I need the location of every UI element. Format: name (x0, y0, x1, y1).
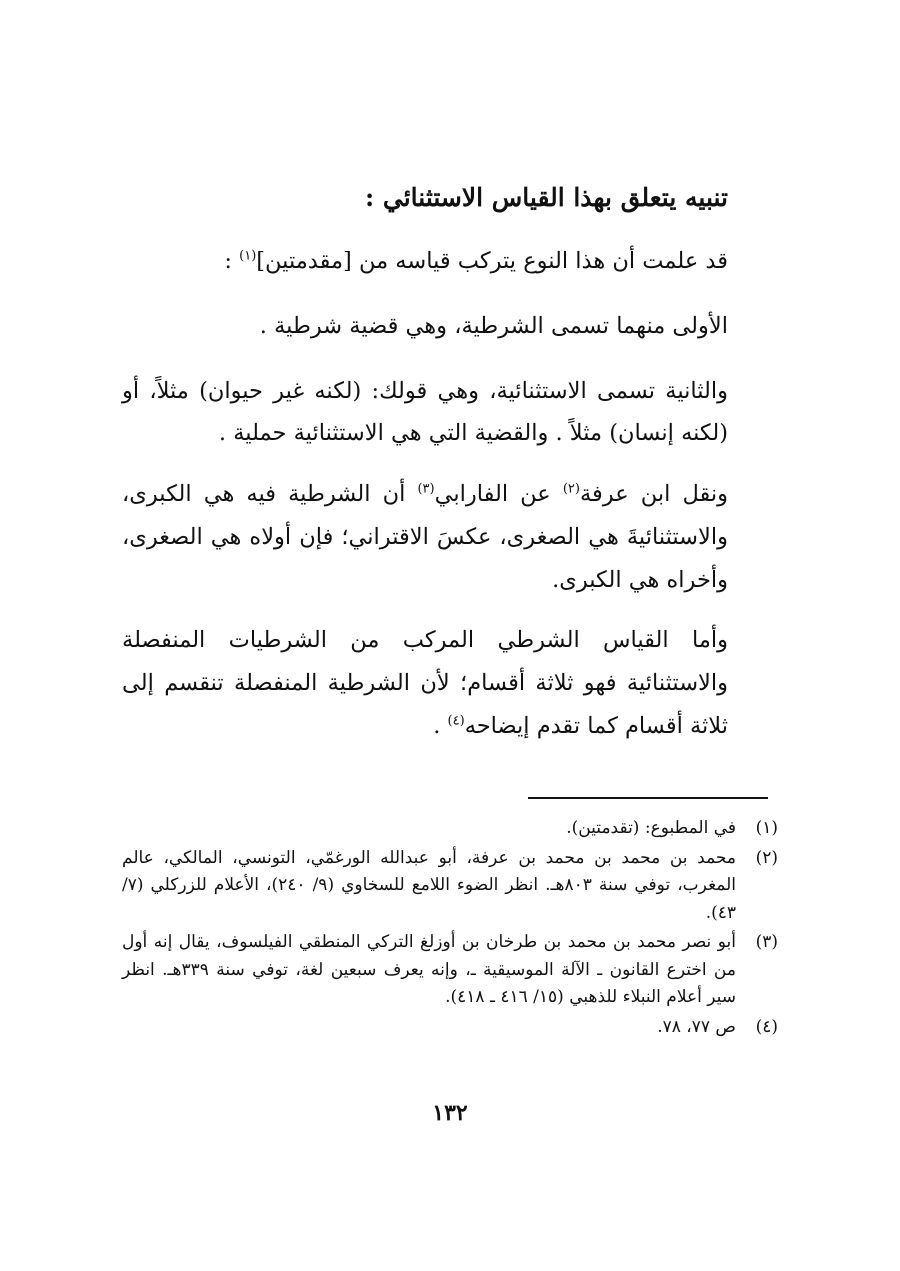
paragraph-4 (122, 473, 728, 601)
paragraph-4-text-a: ونقل ابن عرفة (579, 481, 729, 507)
section-heading: تنبيه يتعلق بهذا القياس الاستثنائي : (364, 183, 728, 212)
footnote-text: أبو نصر محمد بن محمد بن طرخان بن أوزلغ التركي المنطقي الفيلسوف، يقال إنه أول من اخترع القانون ـ الآلة الموسيقية ـ، وإنه يعرف سبعين لغة، توفي سنة ٣٣٩هـ. انظر سير أعلام النبلاء للذهبي (١٥/ ٤١٦ ـ ٤١٨). (122, 932, 736, 1008)
paragraph-4-text-c: أن الشرطية فيه هي الكبرى، والاستثنائيةَ هي الصغرى، عكسَ الاقتراني؛ فإن أولاه هي الصغرى، وأخراه هي الكبرى. (122, 481, 728, 593)
paragraph-2 (122, 305, 728, 348)
footnote-2 (122, 845, 778, 928)
paragraph-1 (122, 240, 728, 283)
footnote-ref-3[interactable]: (٣) (417, 481, 435, 497)
paragraph-1-text: قد علمت أن هذا النوع يتركب قياسه من [مقدمتين] (256, 248, 728, 274)
footnote-text: محمد بن محمد بن محمد بن عرفة، أبو عبدالله الورغمّي، التونسي، المالكي، عالم المغرب، توفي سنة ٨٠٣هـ. انظر الضوء اللامع للسخاوي (٩/ ٢٤٠)، الأعلام للزركلي (٧/ ٤٣). (122, 847, 736, 923)
paragraph-1-tail: : (224, 248, 240, 274)
footnote-ref-4[interactable]: (٤) (447, 713, 465, 729)
paragraph-2-text: الأولى منهما تسمى الشرطية، وهي قضية شرطية . (259, 312, 728, 339)
main-text (122, 178, 728, 766)
paragraph-3-text: والثانية تسمى الاستثنائية، وهي قولك: (لكنه غير حيوان) مثلاً، أو (لكنه إنسان) مثلاً . والقضية التي هي الاستثنائية حملية . (122, 377, 728, 447)
footnote-ref-2[interactable]: (٢) (562, 481, 580, 497)
footnote-number: (٣) (755, 932, 778, 953)
paragraph-3 (122, 370, 728, 456)
paragraph-5 (122, 619, 728, 747)
footnote-4 (122, 1014, 778, 1042)
footnote-1 (122, 815, 778, 843)
footnote-text: ص ٧٧، ٧٨. (657, 1016, 736, 1037)
paragraph-5-text: وأما القياس الشرطي المركب من الشرطيات المنفصلة والاستثنائية فهو ثلاثة أقسام؛ لأن الشرطية المنفصلة تنقسم إلى ثلاثة أقسام كما تقدم إيضاحه (122, 627, 728, 739)
footnote-number: (٢) (755, 847, 778, 868)
footnotes (122, 815, 778, 1043)
paragraph-5-tail: . (433, 712, 448, 739)
footnote-number: (٤) (755, 1016, 778, 1037)
page-number: ١٣٢ (432, 1100, 468, 1126)
footnote-ref-1[interactable]: (١) (239, 248, 257, 264)
paragraph-4-text-b: عن الفارابي (434, 481, 563, 507)
footnote-text: في المطبوع: (تقدمتين). (566, 818, 736, 838)
footnote-number: (١) (755, 818, 778, 838)
footnote-separator (528, 797, 768, 799)
footnote-3 (122, 929, 778, 1012)
